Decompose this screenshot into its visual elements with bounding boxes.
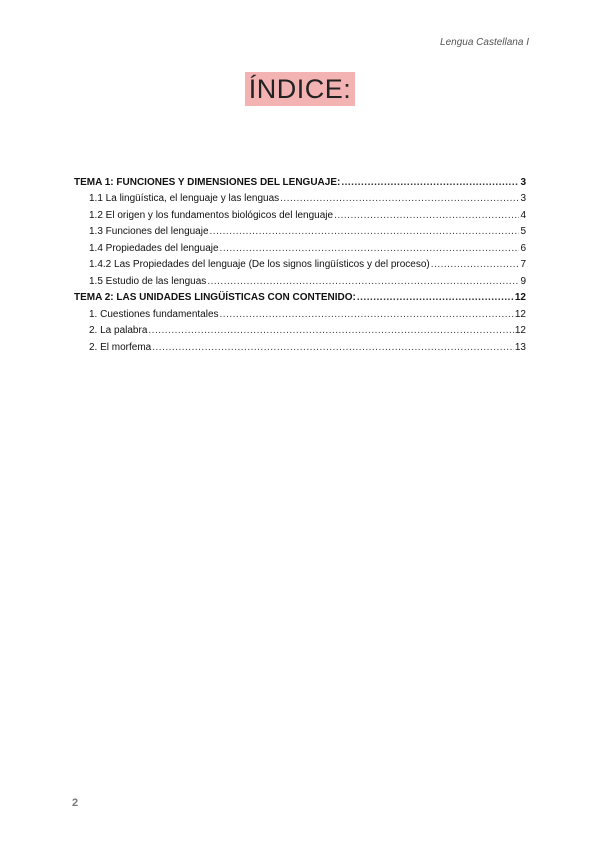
toc-entry-label: 1.1 La lingüística, el lenguaje y las lenguas — [89, 193, 280, 204]
toc-entry-label: TEMA 2: LAS UNIDADES LINGÜÍSTICAS CON CONTENIDO: — [74, 292, 356, 303]
toc-entry-1-2[interactable] — [74, 205, 526, 222]
toc-entry-label: 1.4.2 Las Propiedades del lenguaje (De los signos lingüísticos y del proceso) — [89, 259, 430, 270]
running-header: Lengua Castellana I — [440, 37, 529, 48]
title-container — [0, 72, 600, 106]
toc-entry-page: 13 — [514, 341, 526, 353]
toc-leader-dots — [334, 209, 519, 222]
toc-leader-dots — [431, 258, 520, 271]
toc-entry-2-3[interactable] — [74, 337, 526, 354]
toc-leader-dots — [220, 242, 520, 255]
page-number: 2 — [72, 797, 79, 809]
toc-leader-dots — [357, 291, 514, 304]
index-title: ÍNDICE: — [245, 72, 356, 106]
toc-entry-page: 6 — [520, 242, 526, 254]
toc-entry-label: 1.4 Propiedades del lenguaje — [89, 242, 219, 254]
table-of-contents — [74, 172, 526, 354]
toc-entry-1-1[interactable] — [74, 189, 526, 206]
toc-entry-label: 1.5 Estudio de las lenguas — [89, 275, 207, 287]
toc-entry-2-2[interactable] — [74, 321, 526, 338]
toc-entry-page: 5 — [520, 226, 526, 237]
toc-entry-page: 4 — [520, 209, 526, 221]
toc-entry-page: 12 — [514, 308, 526, 320]
toc-entry-label: 1.2 El origen y los fundamentos biológicos del lenguaje — [89, 209, 334, 221]
toc-entry-tema-1[interactable] — [74, 172, 526, 189]
toc-entry-label: 1. Cuestiones fundamentales — [89, 308, 219, 320]
toc-entry-label: TEMA 1: FUNCIONES Y DIMENSIONES DEL LENGUAJE: — [74, 176, 341, 188]
toc-entry-label: 1.3 Funciones del lenguaje — [89, 226, 209, 237]
toc-entry-label: 2. La palabra — [89, 325, 148, 336]
toc-leader-dots — [280, 192, 519, 205]
toc-leader-dots — [220, 308, 514, 321]
toc-entry-1-4-2[interactable] — [74, 255, 526, 272]
toc-leader-dots — [341, 176, 519, 189]
toc-leader-dots — [207, 275, 519, 288]
toc-entry-2-1[interactable] — [74, 304, 526, 321]
toc-entry-tema-2[interactable] — [74, 288, 526, 305]
toc-entry-page: 7 — [520, 259, 526, 270]
toc-entry-page: 3 — [520, 193, 526, 204]
toc-entry-1-3[interactable] — [74, 222, 526, 239]
toc-leader-dots — [152, 341, 514, 354]
toc-entry-page: 12 — [514, 325, 526, 336]
toc-entry-label: 2. El morfema — [89, 341, 152, 353]
toc-entry-1-4[interactable] — [74, 238, 526, 255]
toc-entry-page: 3 — [520, 176, 526, 188]
toc-entry-page: 9 — [520, 275, 526, 287]
toc-leader-dots — [210, 225, 520, 238]
toc-entry-1-5[interactable] — [74, 271, 526, 288]
toc-entry-page: 12 — [514, 292, 526, 303]
toc-leader-dots — [148, 324, 513, 337]
